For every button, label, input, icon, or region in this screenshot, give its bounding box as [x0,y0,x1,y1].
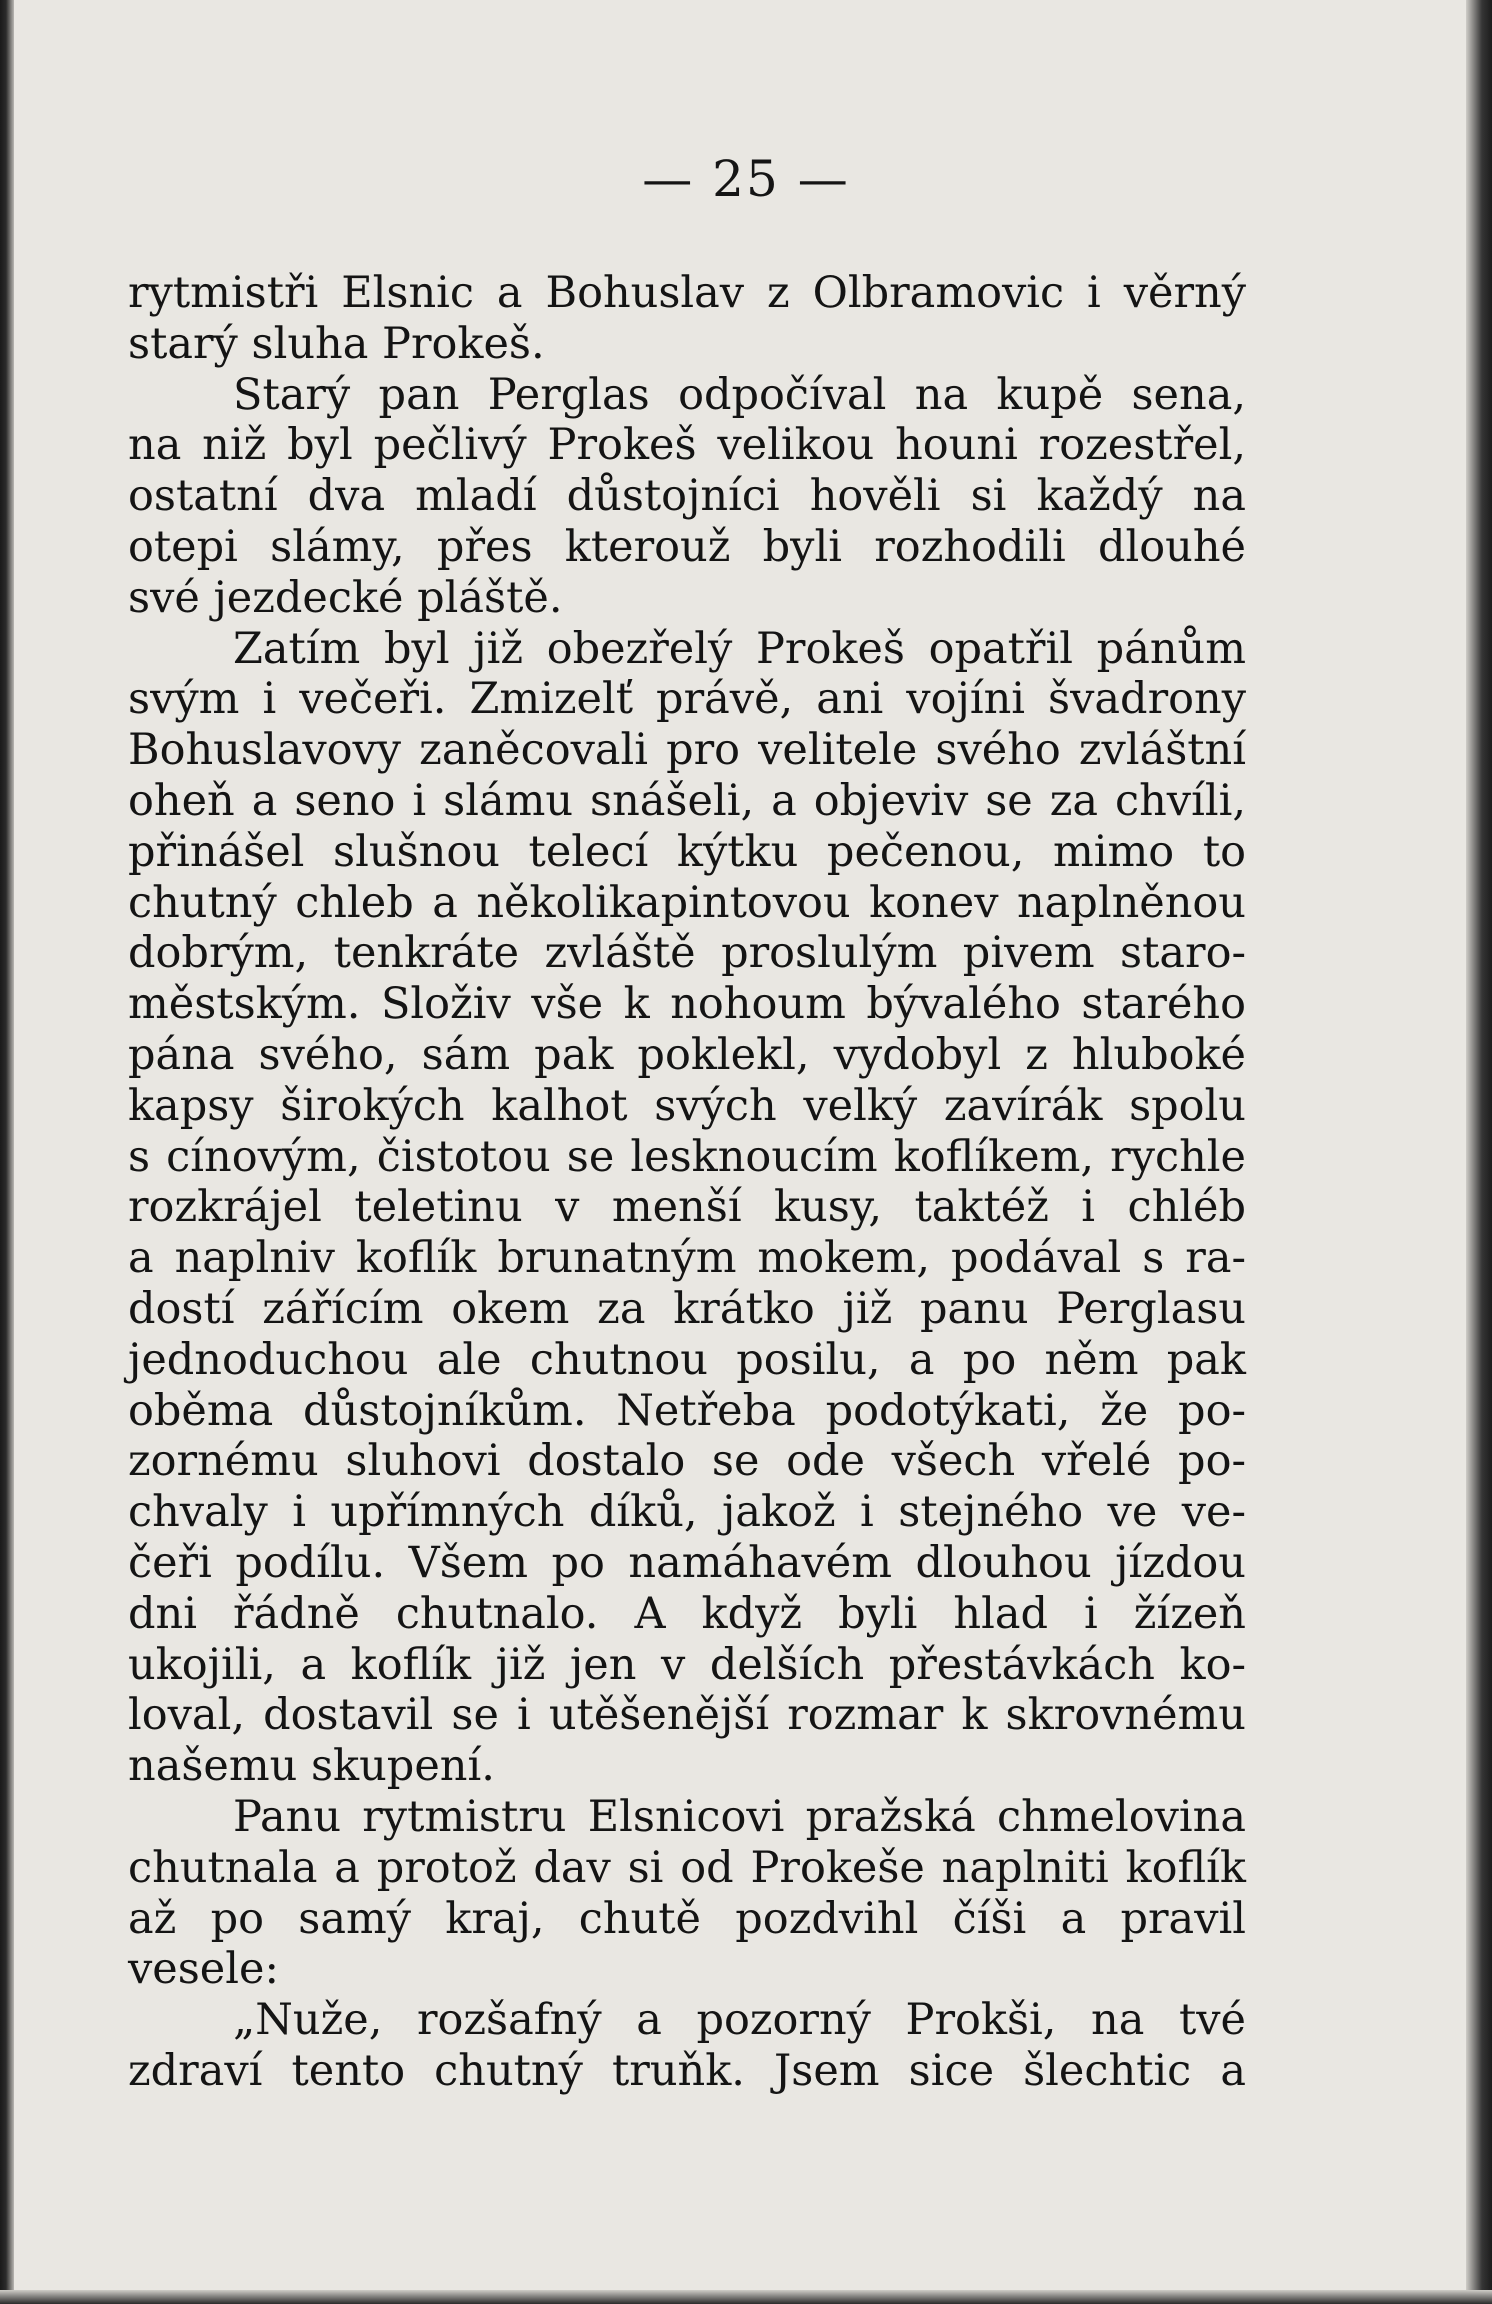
text-line: Zatím byl již obezřelý Prokeš opatřil pánům [233,623,1246,674]
text-line: dni řádně chutnalo. A když byli hlad i žízeň [128,1588,1246,1639]
text-line: starý sluha Prokeš. [128,318,545,369]
text-line: oběma důstojníkům. Netřeba podotýkati, že po- [128,1385,1246,1436]
text-line: loval, dostavil se i utěšenější rozmar k skrovnému [128,1690,1246,1741]
text-line: „Nuže, rozšafný a pozorný Prokši, na tvé [233,1995,1246,2046]
text-line: Bohuslavovy zaněcovali pro velitele svého zvláštní [128,725,1246,776]
text-line: dostí zářícím okem za krátko již panu Perglasu [128,1283,1246,1334]
text-line: ukojili, a koflík již jen v delších přestávkách ko- [128,1639,1246,1690]
text-line: rozkrájel teletinu v menší kusy, taktéž i chléb [128,1182,1246,1233]
scan-edge-left [0,0,14,2304]
text-line: našemu skupení. [128,1741,495,1792]
text-line: oheň a seno i slámu snášeli, a objeviv se za chvíli, [128,775,1246,826]
text-line: jednoduchou ale chutnou posilu, a po něm pak [128,1334,1246,1385]
scan-edge-bottom [0,2290,1492,2304]
text-line: zdraví tento chutný truňk. Jsem sice šlechtic a [128,2045,1246,2096]
text-line: kapsy širokých kalhot svých velký zavírák spolu [128,1080,1246,1131]
text-line: ostatní dva mladí důstojníci hověli si každý na [128,471,1246,522]
scan-edge-right [1466,0,1492,2304]
text-line: a naplniv koflík brunatným mokem, podával s ra- [128,1233,1246,1284]
text-line: chvaly i upřímných díků, jakož i stejného ve ve- [128,1487,1246,1538]
text-line: přinášel slušnou telecí kýtku pečenou, mimo to [128,826,1246,877]
text-line: Starý pan Perglas odpočíval na kupě sena, [233,369,1246,420]
text-line: vesele: [128,1944,279,1995]
text-line: rytmistři Elsnic a Bohuslav z Olbramovic i věrný [128,268,1246,318]
text-line: čeři podílu. Všem po namáhavém dlouhou jízdou [128,1537,1246,1588]
text-line: své jezdecké pláště. [128,572,563,623]
text-line: chutnala a protož dav si od Prokeše naplniti koflík [128,1842,1246,1893]
text-line: svým i večeři. Zmizelť právě, ani vojíni švadrony [128,674,1246,725]
text-line: chutný chleb a několikapintovou konev naplněnou [128,877,1246,928]
page-number: — 25 — [642,150,850,208]
text-line: dobrým, tenkráte zvláště proslulým pivem staro- [128,928,1246,979]
text-line: s cínovým, čistotou se lesknoucím koflíkem, rychle [128,1131,1246,1182]
text-line: zornému sluhovi dostalo se ode všech vřelé po- [128,1436,1246,1487]
body-text [128,268,1246,2097]
text-line: otepi slámy, přes kterouž byli rozhodili dlouhé [128,521,1246,572]
text-line: pána svého, sám pak poklekl, vydobyl z hluboké [128,1029,1246,1080]
text-line: městským. Složiv vše k nohoum bývalého starého [128,979,1246,1030]
text-line: na niž byl pečlivý Prokeš velikou houni rozestřel, [128,420,1246,471]
text-line: Panu rytmistru Elsnicovi pražská chmelovina [233,1791,1246,1842]
text-line: až po samý kraj, chutě pozdvihl číši a pravil [128,1893,1246,1944]
